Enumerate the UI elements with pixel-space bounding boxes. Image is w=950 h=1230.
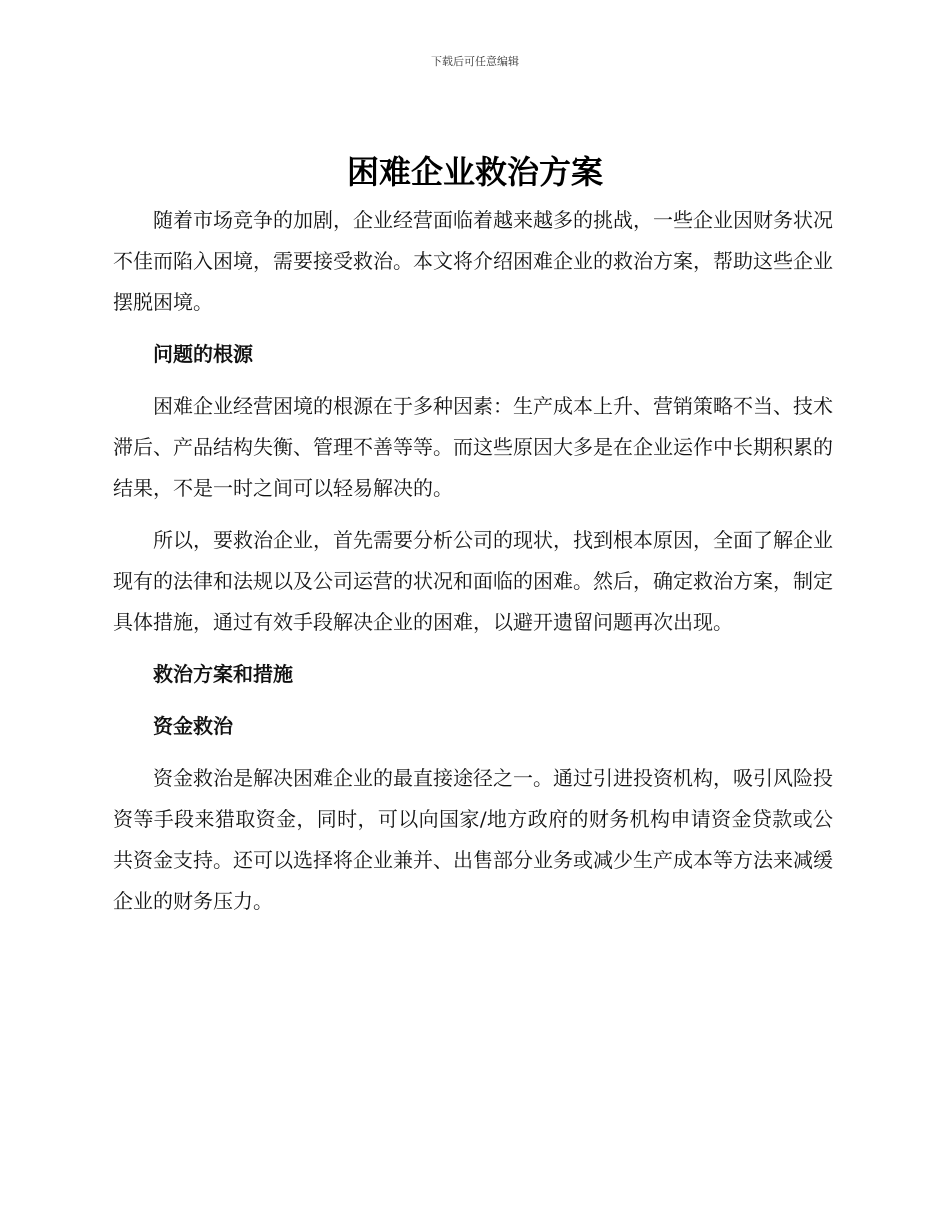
section-heading-root-cause: 问题的根源 (153, 342, 253, 366)
section-heading-measures: 救治方案和措施 (153, 662, 293, 686)
subsection-heading-funding: 资金救治 (153, 714, 233, 738)
analysis-paragraph: 所以，要救治企业，首先需要分析公司的现状，找到根本原因，全面了解企业现有的法律和法规以及公司运营的状况和面临的困难。然后，确定救治方案，制定具体措施，通过有效手段解决企业的困难，以避开遗留问题再次出现。 (113, 528, 833, 634)
root-cause-paragraph: 困难企业经营困境的根源在于多种因素：生产成本上升、营销策略不当、技术滞后、产品结构失衡、管理不善等等。而这些原因大多是在企业运作中长期积累的结果，不是一时之间可以轻易解决的。 (113, 394, 833, 500)
header-note: 下载后可任意编辑 (431, 55, 519, 68)
document-body (113, 200, 833, 933)
funding-paragraph: 资金救治是解决困难企业的最直接途径之一。通过引进投资机构，吸引风险投资等手段来猎取资金，同时，可以向国家/地方政府的财务机构申请资金贷款或公共资金支持。还可以选择将企业兼并、出售部分业务或减少生产成本等方法来减缓企业的财务压力。 (113, 766, 833, 913)
document-title: 困难企业救治方案 (346, 153, 603, 191)
intro-paragraph: 随着市场竞争的加剧，企业经营面临着越来越多的挑战，一些企业因财务状况不佳而陷入困境，需要接受救治。本文将介绍困难企业的救治方案，帮助这些企业摆脱困境。 (113, 208, 833, 314)
